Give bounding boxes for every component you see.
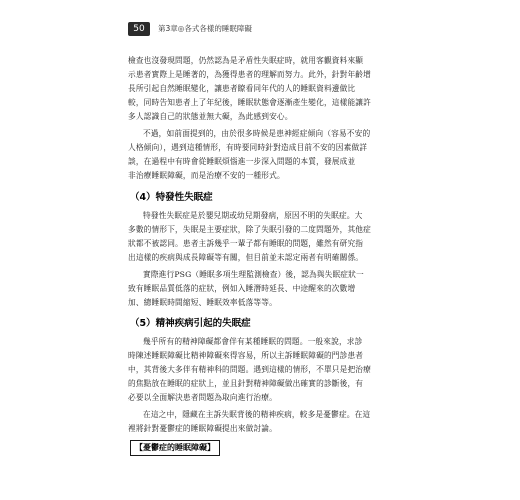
body-text-line: 必要以全面解決患者問題為取向進行治療。 [128, 393, 277, 402]
body-text-line: 談，在過程中有時會從睡眠煩惱進一步深入問題的本質，發展成並 [128, 157, 356, 166]
body-text-line: 的焦點放在睡眠的症狀上，並且針對精神障礙做出確實的診斷後，有 [128, 379, 364, 388]
body-text-line: 不過，如前面提到的，由於很多時候是患神經症傾向（容易不安的 [143, 129, 371, 138]
body-text-line: 在這之中，隱藏在主訴失眠背後的精神疾病，較多是憂鬱症。在這 [143, 410, 371, 419]
body-text-line: 出這樣的疾病與成長障礙等有關，但目前並未認定兩者有明確關係。 [128, 253, 364, 262]
body-text-line: 檢查也沒發現問題，仍然認為是矛盾性失眠症時，就用客觀資料來顯 [128, 56, 364, 65]
page-number: 50 [128, 22, 150, 36]
body-text-line: 實際進行PSG（睡眠多項生理監測檢查）後，認為與失眠症狀一 [143, 270, 364, 279]
body-text-line: 人格傾向），遇到這種情形，有時要同時針對造成目前不安的因素做詳 [128, 143, 368, 152]
boxed-subheading: 【憂鬱症的睡眠障礙】 [130, 440, 220, 456]
body-text-line: 較，同時告知患者上了年紀後，睡眠狀態會逐漸產生變化，這樣能讓許 [128, 98, 371, 107]
body-text-line: 時陳述睡眠障礙比精神障礙來得容易，所以主訴睡眠障礙的門診患者 [128, 351, 364, 360]
body-text-line: 致有睡眠品質低落的症狀，例如入睡潛時延長、中途醒來的次數增 [128, 284, 356, 293]
body-text-line: 示患者實際上是睡著的，為獲得患者的理解而努力。此外，針對年齡增 [128, 70, 371, 79]
body-text-line: 裡將針對憂鬱症的睡眠障礙提出來做討論。 [128, 424, 277, 433]
section-heading: （4）特發性失眠症 [130, 192, 213, 203]
body-text-line: 非治療睡眠障礙，而是治療不安的一種形式。 [128, 171, 285, 180]
body-text-line: 幾乎所有的精神障礙都會伴有某種睡眠的問題。一般來說，求診 [143, 337, 363, 346]
body-text-line: 狀都不被認同。患者主訴幾乎一輩子都有睡眠的問題，雖然有研究指 [128, 239, 364, 248]
body-text-line: 多數的情形下，失眠是主要症狀，除了失眠引發的二度問題外，其他症 [128, 225, 371, 234]
page-header [128, 22, 408, 38]
body-text-line: 多人認識自己的狀態並無大礙，為此感到安心。 [128, 112, 293, 121]
body-text-line: 中，其背後大多伴有精神科的問題。遇到這樣的情形，不單只是把治療 [128, 365, 371, 374]
section-heading: （5）精神疾病引起的失眠症 [130, 318, 251, 329]
body-text-line: 加、總睡眠時間縮短、睡眠效率低落等等。 [128, 298, 277, 307]
body-text-line: 長所引起自然睡眠變化，讓患者瞭看同年代的人的睡眠資料邊做比 [128, 84, 356, 93]
body-text-line: 特發性失眠症是於嬰兒期或幼兒期發病，原因不明的失眠症。大 [143, 211, 363, 220]
chapter-title: 第3章◎各式各樣的睡眠障礙 [158, 24, 252, 33]
